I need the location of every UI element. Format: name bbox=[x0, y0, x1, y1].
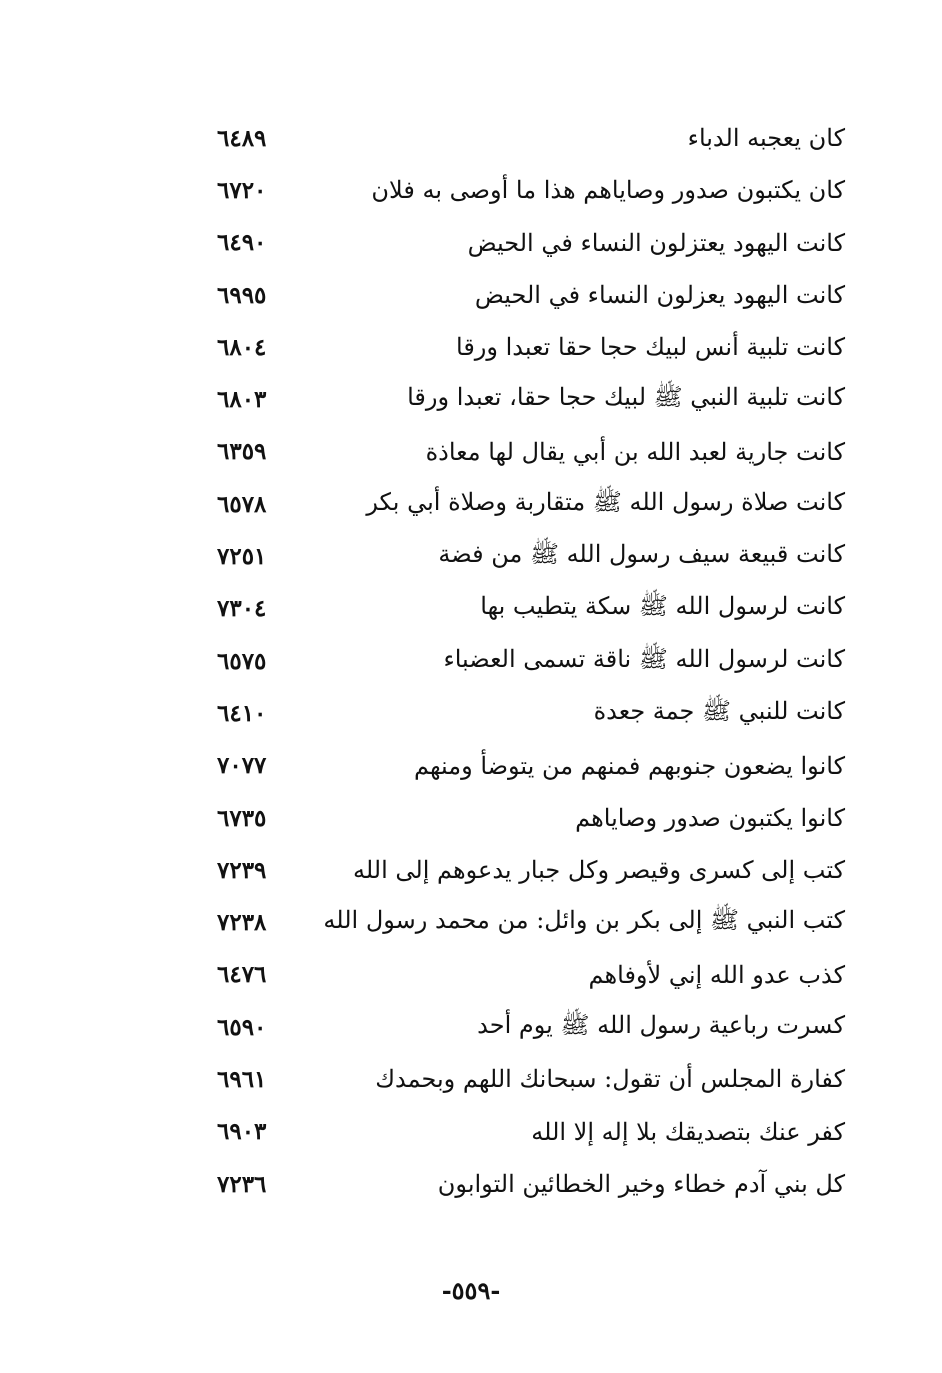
hadith-incipit: كانت تلبية النبي ﷺ لبيك حجا حقا، تعبدا ورقا bbox=[407, 383, 845, 412]
hadith-incipit: كل بني آدم خطاء وخير الخطائين التوابون bbox=[437, 1170, 845, 1199]
hadith-incipit: كذب عدو الله إني لأوفاهم bbox=[588, 960, 845, 989]
hadith-incipit: كفارة المجلس أن تقول: سبحانك اللهم وبحمدك bbox=[375, 1065, 845, 1094]
hadith-number: ٧٢٥١ bbox=[217, 543, 267, 571]
hadith-number: ٧٠٧٧ bbox=[217, 752, 267, 780]
hadith-number: ٦٤٨٩ bbox=[217, 124, 267, 152]
hadith-incipit: كتب النبي ﷺ إلى بكر بن وائل: من محمد رسول الله bbox=[323, 906, 845, 935]
page-number: -٥٥٩- bbox=[441, 1276, 501, 1305]
hadith-number: ٦٥٧٨ bbox=[217, 490, 267, 518]
hadith-incipit: كانوا يضعون جنوبهم فمنهم من يتوضأ ومنهم bbox=[413, 751, 845, 780]
hadith-number: ٦٩٦١ bbox=[217, 1065, 267, 1093]
hadith-incipit: كانت اليهود يعزلون النساء في الحيض bbox=[474, 281, 845, 310]
hadith-number: ٦٤٩٠ bbox=[217, 229, 267, 257]
hadith-incipit: كفر عنك بتصديقك بلا إله إلا الله bbox=[531, 1117, 845, 1146]
hadith-number: ٦٨٠٣ bbox=[217, 386, 267, 414]
hadith-incipit: كانت قبيعة سيف رسول الله ﷺ من فضة bbox=[438, 540, 845, 569]
hadith-number: ٦٥٧٥ bbox=[217, 647, 267, 675]
hadith-incipit: كسرت رباعية رسول الله ﷺ يوم أحد bbox=[477, 1010, 845, 1039]
hadith-incipit: كانت لرسول الله ﷺ ناقة تسمى العضباء bbox=[443, 644, 845, 673]
index-entry bbox=[205, 112, 845, 164]
index-entry bbox=[205, 1053, 845, 1105]
hadith-incipit: كانت لرسول الله ﷺ سكة يتطيب بها bbox=[480, 592, 845, 621]
hadith-incipit: كانت جارية لعبد الله بن أبي يقال لها معاذة bbox=[425, 437, 845, 466]
hadith-incipit: كانت تلبية أنس لبيك حجا حقا تعبدا ورقا bbox=[456, 333, 845, 362]
index-entry bbox=[205, 792, 845, 844]
hadith-number: ٦٤٧٦ bbox=[217, 961, 267, 989]
index-entry bbox=[205, 635, 845, 687]
index-entry bbox=[205, 949, 845, 1001]
hadith-number: ٦٩٠٣ bbox=[217, 1118, 267, 1146]
index-entry bbox=[205, 269, 845, 321]
hadith-index-list bbox=[205, 112, 845, 1210]
index-entry bbox=[205, 164, 845, 216]
hadith-number: ٦٧٣٥ bbox=[217, 804, 267, 832]
hadith-number: ٦٣٥٩ bbox=[217, 438, 267, 466]
index-entry bbox=[205, 478, 845, 530]
index-entry bbox=[205, 844, 845, 896]
index-entry bbox=[205, 373, 845, 425]
hadith-incipit: كانت اليهود يعتزلون النساء في الحيض bbox=[467, 228, 845, 257]
index-entry bbox=[205, 217, 845, 269]
hadith-incipit: كتب إلى كسرى وقيصر وكل جبار يدعوهم إلى الله bbox=[352, 856, 845, 885]
index-entry bbox=[205, 896, 845, 948]
index-entry bbox=[205, 740, 845, 792]
index-entry bbox=[205, 1158, 845, 1210]
hadith-number: ٦٥٩٠ bbox=[217, 1013, 267, 1041]
hadith-number: ٧٢٣٨ bbox=[217, 909, 267, 937]
hadith-incipit: كانت صلاة رسول الله ﷺ متقاربة وصلاة أبي بكر bbox=[366, 487, 845, 516]
index-entry bbox=[205, 321, 845, 373]
index-entry bbox=[205, 426, 845, 478]
hadith-number: ٧٣٠٤ bbox=[217, 595, 267, 623]
index-entry bbox=[205, 583, 845, 635]
index-entry bbox=[205, 1001, 845, 1053]
hadith-number: ٦٩٩٥ bbox=[217, 281, 267, 309]
hadith-incipit: كانوا يكتبون صدور وصاياهم bbox=[575, 804, 845, 832]
hadith-number: ٧٢٣٦ bbox=[217, 1170, 267, 1198]
hadith-number: ٦٨٠٤ bbox=[217, 333, 267, 361]
index-entry bbox=[205, 1106, 845, 1158]
hadith-incipit: كان يكتبون صدور وصاياهم هذا ما أوصى به فلان bbox=[371, 176, 845, 205]
index-entry bbox=[205, 687, 845, 739]
hadith-number: ٧٢٣٩ bbox=[217, 856, 267, 884]
hadith-incipit: كان يعجبه الدباء bbox=[687, 124, 845, 153]
hadith-number: ٦٤١٠ bbox=[217, 699, 267, 727]
index-entry bbox=[205, 530, 845, 582]
hadith-number: ٦٧٢٠ bbox=[217, 176, 267, 204]
hadith-incipit: كانت للنبي ﷺ جمة جعدة bbox=[593, 696, 845, 725]
